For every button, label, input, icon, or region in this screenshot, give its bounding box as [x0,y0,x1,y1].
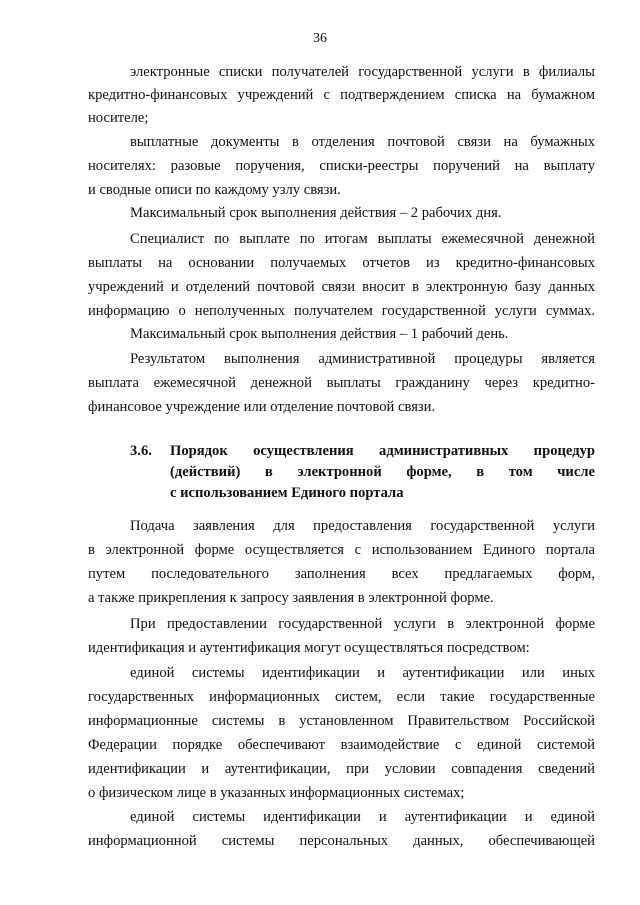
text-line: идентификации и аутентификации, при условии совпадения сведений [88,761,595,777]
text-line: носителе; [88,110,149,126]
text-line: а также прикрепления к запросу заявления в электронной форме. [88,590,494,606]
text-line: Подача заявления для предоставления государственной услуги [130,518,595,534]
text-line: единой системы идентификации и аутентификации или иных [130,665,595,681]
text-line: Максимальный срок выполнения действия – 2 рабочих дня. [130,205,502,221]
text-line: выплатные документы в отделения почтовой связи на бумажных [130,134,595,150]
text-line: кредитно-финансовых учреждений с подтверждением списка на бумажном [88,87,595,103]
section-title-line: с использованием Единого портала [170,485,404,501]
text-line: Федерации порядке обеспечивают взаимодействие с единой системой [88,737,595,753]
text-line: носителях: разовые поручения, списки-реестры поручений на выплату [88,158,595,174]
text-line: информационные системы в установленном Правительством Российской [88,713,595,729]
text-line: государственных информационных систем, если такие государственные [88,689,595,705]
text-line: финансовое учреждение или отделение почтовой связи. [88,399,436,415]
text-line: и сводные описи по каждому узлу связи. [88,182,341,198]
text-line: учреждений и отделений почтовой связи вносит в электронную базу данных [88,279,595,295]
text-line: информационной системы персональных данных, обеспечивающей [88,833,595,849]
page-number: 36 [313,31,327,46]
text-line: При предоставлении государственной услуги в электронной форме [130,616,595,632]
text-line: в электронной форме осуществляется с использованием Единого портала [88,542,595,558]
text-line: выплата ежемесячной денежной выплаты гражданину через кредитно- [88,375,595,391]
text-line: Специалист по выплате по итогам выплаты ежемесячной денежной [130,231,595,247]
text-line: Результатом выполнения административной процедуры является [130,351,595,367]
text-line: электронные списки получателей государственной услуги в филиалы [130,64,595,80]
section-title-line: (действий) в электронной форме, в том числе [170,464,595,480]
section-title-line: Порядок осуществления административных процедур [170,443,595,459]
text-line: информацию о неполученных получателем государственной услуги суммах. [88,303,595,319]
text-line: выплаты на основании получаемых отчетов из кредитно-финансовых [88,255,595,271]
text-line: единой системы идентификации и аутентификации и единой [130,809,595,825]
section-number: 3.6. [130,443,152,459]
text-line: о физическом лице в указанных информационных системах; [88,785,465,801]
text-line: идентификация и аутентификация могут осуществляться посредством: [88,640,530,656]
text-line: Максимальный срок выполнения действия – 1 рабочий день. [130,326,509,342]
text-line: путем последовательного заполнения всех предлагаемых форм, [88,566,595,582]
